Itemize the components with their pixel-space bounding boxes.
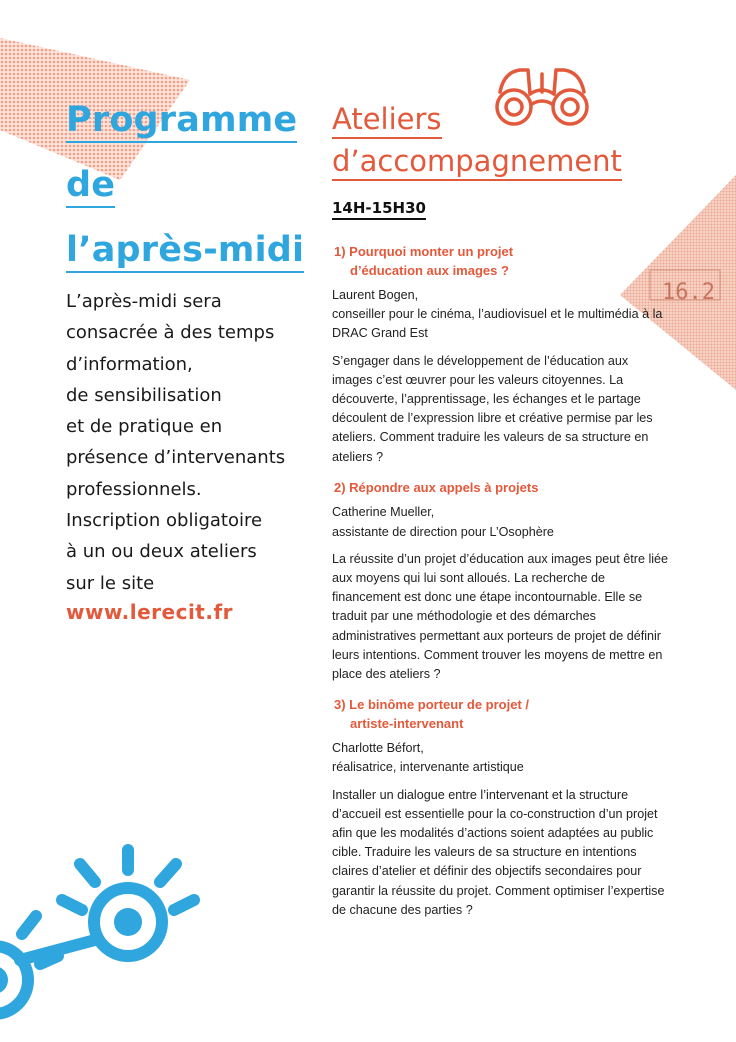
intro-line: de sensibilisation xyxy=(66,384,222,406)
intro-line: L’après-midi sera xyxy=(66,291,222,312)
intro-line: Inscription obligatoire xyxy=(66,510,263,532)
intro-line: présence d’intervenants xyxy=(66,447,286,469)
intro-text xyxy=(66,286,316,599)
speaker-role: réalisatrice, intervenante artistique xyxy=(332,760,524,775)
atelier-1 xyxy=(332,243,672,467)
ateliers-list xyxy=(332,243,672,932)
atelier-title xyxy=(332,696,672,733)
intro-line: professionnels. xyxy=(66,478,202,500)
intro-line: sur le site xyxy=(66,572,155,594)
intro-line: d’information, xyxy=(66,353,193,375)
ateliers-title xyxy=(332,98,692,182)
speaker-role: assistante de direction pour L’Osophère xyxy=(332,524,554,539)
intro-line: à un ou deux ateliers xyxy=(66,541,257,563)
atelier-title-line-2: d’éducation aux images ? xyxy=(350,262,509,278)
atelier-title-line-1: 3) Le binôme porteur de projet / xyxy=(334,697,530,713)
programme-title-line-3: l’après-midi xyxy=(66,229,304,273)
ateliers-title-line-2: d’accompagnement xyxy=(332,143,622,181)
atelier-title xyxy=(332,479,672,498)
atelier-3 xyxy=(332,696,672,920)
programme-title-line-1: Programme xyxy=(66,99,297,143)
speaker-role: conseiller pour le cinéma, l’audiovisuel et le multimédia à la DRAC Grand Est xyxy=(332,307,663,341)
atelier-description: La réussite d’un projet d’éducation aux images peut être liée aux moyens qui lui sont alloués. La recherche de financement est donc une étape incontournable. Elle se traduit par une méthodologie et des démarches administratives permettant aux porteurs de projet de définir leurs intentions. Comment trouver les moyens de mettre en place des ateliers ? xyxy=(332,551,669,681)
atelier-description: Installer un dialogue entre l’intervenant et la structure d’accueil est essentielle pour la co-construction d’un projet afin que les modalités d’actions soient adaptées au public cible. Traduire les valeurs de sa structure en intentions claires d’atelier et définir des objectifs secondaires pour garantir la réussite du projet. Comment optimiser l’expertise de chacune des parties ? xyxy=(332,787,665,917)
ateliers-title-line-1: Ateliers xyxy=(332,101,442,139)
speaker xyxy=(332,286,672,344)
atelier-title-line-1: 2) Répondre aux appels à projets xyxy=(334,479,539,495)
speaker xyxy=(332,739,672,777)
speaker-name: Charlotte Béfort, xyxy=(332,741,424,756)
atelier-description: S’engager dans le développement de l’éducation aux images c’est œuvrer pour les valeurs citoyennes. La découverte, l’apprentissage, les échanges et le partage découlent de l’expression libre et créative permise par les ateliers. Comment traduire les valeurs de sa structure en ateliers ? xyxy=(332,353,653,464)
website-link[interactable]: www.lerecit.fr xyxy=(66,600,234,624)
speaker-name: Laurent Bogen, xyxy=(332,288,419,302)
atelier-title-line-1: 1) Pourquoi monter un projet xyxy=(334,244,514,259)
atelier-2 xyxy=(332,479,672,684)
atelier-title xyxy=(332,243,672,280)
atelier-title-line-2: artiste-intervenant xyxy=(350,715,464,731)
intro-line: consacrée à des temps xyxy=(66,322,275,344)
eye-sun-icon xyxy=(0,830,200,1030)
time-slot: 14H-15H30 xyxy=(332,199,426,220)
programme-title xyxy=(66,92,316,287)
intro-line: et de pratique en xyxy=(66,416,223,438)
programme-title-line-2: de xyxy=(66,164,115,208)
speaker xyxy=(332,503,672,541)
svg-text:16.2: 16.2 xyxy=(662,280,715,305)
speaker-name: Catherine Mueller, xyxy=(332,505,435,520)
